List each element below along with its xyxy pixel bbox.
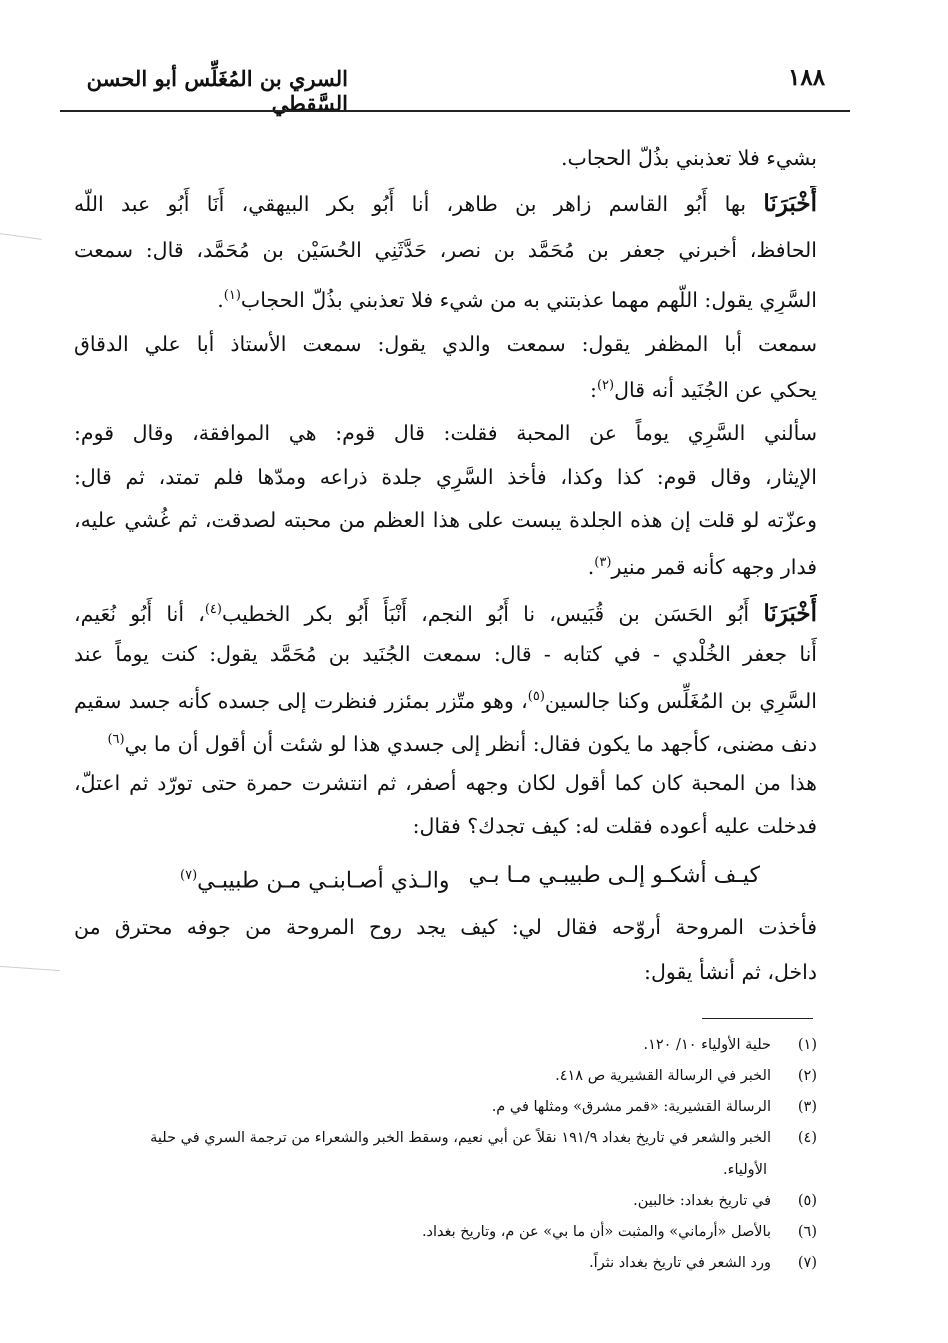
footnote-number: (٥)	[797, 1193, 817, 1209]
text-line-1: بشيء فلا تعذبني بذُلّ الحجاب.	[561, 146, 817, 170]
footnote-text: حلية الأولياء ١٠/ ١٢٠.	[643, 1037, 771, 1053]
text-line-4-end: .	[217, 287, 224, 312]
text-line-10-end: .	[587, 554, 595, 579]
footnote-ref-4: (٤)	[204, 602, 222, 617]
footnote-ref-7: (٧)	[180, 868, 198, 883]
scan-artifact	[0, 966, 60, 971]
footnote-text: في تاريخ بغداد: خالبين.	[633, 1193, 771, 1209]
text-line-14-body: دنف مضنى، كأجهد ما يكون فقال: أنظر إلى جسدي هذا لو شئت أن أقول أن ما بي	[124, 731, 817, 756]
text-line-13b: ، وهو متّزر بمئزر فنظرت إلى جسده كأنه جسد سقيم	[74, 688, 528, 713]
footnote-text: الخبر والشعر في تاريخ بغداد ١٩١/٩ نقلاً عن أبي نعيم، وسقط الخبر والشعراء من ترجمة السري في حلية	[150, 1130, 771, 1146]
page-number: ١٨٨	[788, 64, 826, 91]
text-line-15: هذا من المحبة كان كما أقول لكان وجهه أصفر، ثم انتشرت حمرة حتى تورّد ثم اعتلّ،	[74, 771, 817, 795]
running-header-title: السري بن المُغَلِّس أبو الحسن السَّقطي	[86, 66, 348, 116]
scan-artifact	[0, 233, 42, 240]
footnote-ref-5: (٥)	[527, 689, 545, 704]
text-line-2	[74, 186, 817, 222]
text-line-2-body: بها أَبُو القاسم زاهر بن طاهر، أنا أَبُو بكر البيهقي، أَنَا أَبُو عبد اللّه	[74, 192, 747, 216]
footnote-3	[74, 1094, 817, 1120]
text-line-6	[74, 368, 817, 404]
footnote-6	[74, 1219, 817, 1245]
akhbarana-keyword-2: أَخْبَرَنَا	[763, 599, 817, 627]
footnote-number: (١)	[797, 1037, 817, 1053]
text-line-8: الإيثار، وقال قوم: كذا وكذا، فأخذ السَّرِي جلدة ذراعه ومدّها فلم تمتد، ثم قال:	[74, 465, 817, 489]
footnote-number: (٧)	[797, 1255, 817, 1271]
footnote-text: ورد الشعر في تاريخ بغداد نثراً.	[589, 1255, 771, 1271]
text-line-17: فأخذت المروحة أروّحه فقال لي: كيف يجد روح المروحة من جوفه محترق من	[74, 915, 817, 939]
text-line-10-body: فدار وجهه كأنه قمر منير	[611, 554, 817, 579]
footnote-ref-6: (٦)	[107, 732, 125, 747]
akhbarana-keyword: أَخْبَرَنَا	[763, 190, 817, 217]
footnote-ref-2: (٢)	[596, 378, 615, 393]
footnote-5	[74, 1188, 817, 1214]
text-line-4	[74, 278, 817, 314]
text-line-13a: السَّرِي بن المُغَلِّس وكنا جالسين	[544, 688, 817, 713]
text-line-9: وعزّته لو قلت إن هذه الجلدة يبست على هذا العظم من محبته لصدقت، ثم غُشي عليه،	[74, 508, 817, 532]
footnote-ref-3: (٣)	[594, 555, 612, 570]
text-line-18: داخل، ثم أنشأ يقول:	[644, 960, 817, 984]
text-line-3: الحافظ، أخبرني جعفر بن مُحَمَّد بن نصر، حَدَّثَنِي الحُسَيْن بن مُحَمَّد، قال: سمعت	[74, 238, 817, 262]
text-line-6-body: يحكي عن الجُنَيد أنه قال	[614, 377, 817, 402]
text-line-13	[74, 679, 817, 715]
text-line-14	[74, 722, 817, 758]
footnote-number: (٤)	[797, 1130, 817, 1146]
footnote-number: (٦)	[797, 1224, 817, 1240]
footnote-text: الرسالة القشيرية: «قمر مشرق» ومثلها في م.	[491, 1099, 771, 1115]
footnote-number: (٣)	[797, 1099, 817, 1115]
header-rule	[60, 110, 850, 112]
text-line-6-end: :	[590, 377, 597, 402]
footnote-text: بالأصل «أرماني» والمثبت «أن ما بي» عن م، وتاريخ بغداد.	[421, 1224, 771, 1240]
poem-hemistich-1: كيـف أشكـو إلـى طبيبـي مـا بـي	[468, 863, 760, 888]
footnote-ref-1: (١)	[223, 288, 241, 303]
text-line-11	[74, 592, 817, 628]
poem-verse	[180, 856, 760, 896]
text-line-11-end: ، أنا أَبُو نُعَيم،	[74, 601, 205, 626]
text-line-12: أَنا جعفر الخُلْدي - في كتابه - قال: سمعت الجُنَيد بن مُحَمَّد يقول: كنت يوماً عند	[74, 642, 817, 666]
footnote-number: (٢)	[797, 1068, 817, 1084]
footnote-2	[74, 1063, 817, 1089]
text-line-5: سمعت أبا المظفر يقول: سمعت والدي يقول: سمعت الأستاذ أبا علي الدقاق	[74, 332, 817, 356]
text-line-16: فدخلت عليه أعوده فقلت له: كيف تجدك؟ فقال:	[412, 814, 817, 838]
footnote-4	[74, 1125, 817, 1151]
footnote-1	[74, 1032, 817, 1058]
footnote-4-continuation: الأولياء.	[723, 1162, 767, 1178]
footnote-7	[74, 1250, 817, 1276]
footnote-separator	[702, 1018, 813, 1019]
text-line-7: سألني السَّرِي يوماً عن المحبة فقلت: قال قوم: هي الموافقة، وقال قوم:	[74, 421, 817, 445]
text-line-4-body: السَّرِي يقول: اللّهم مهما عذبتني به من شيء فلا تعذبني بذُلّ الحجاب	[240, 287, 817, 312]
text-line-10	[74, 545, 817, 581]
poem-hemistich-2	[180, 856, 449, 901]
poem-hemistich-2-text: والـذي أصـابنـي مـن طبيبـي	[197, 868, 450, 894]
text-line-11-body: أَبُو الحَسَن بن قُبَيس، نا أَبُو النجم، أَنْبَأَ أَبُو بكر الخطيب	[221, 601, 750, 626]
footnote-text: الخبر في الرسالة القشيرية ص ٤١٨.	[555, 1068, 771, 1084]
